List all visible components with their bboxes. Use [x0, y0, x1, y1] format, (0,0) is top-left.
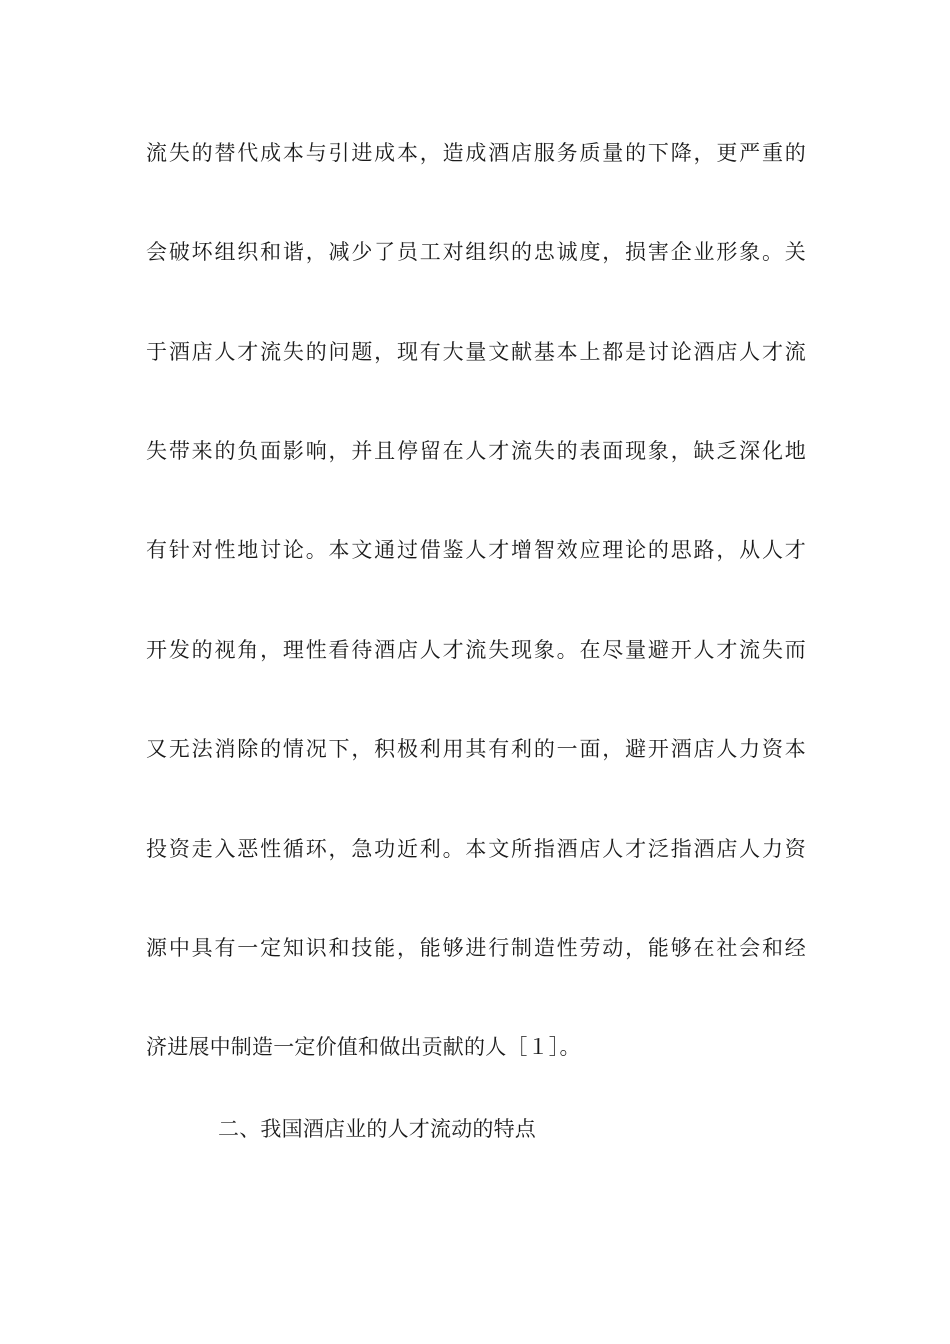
paragraph-line-2: 会破坏组织和谐，减少了员工对组织的忠诚度，损害企业形象。关	[146, 240, 806, 264]
paragraph-line-7: 又无法消除的情况下，积极利用其有利的一面，避开酒店人力资本	[146, 737, 806, 761]
paragraph-line-10: 济进展中制造一定价值和做出贡献的人［１］。	[146, 1035, 581, 1059]
paragraph-line-1: 流失的替代成本与引进成本，造成酒店服务质量的下降，更严重的	[146, 141, 806, 165]
paragraph-line-8: 投资走入恶性循环，急功近利。本文所指酒店人才泛指酒店人力资	[146, 837, 806, 861]
paragraph-line-5: 有针对性地讨论。本文通过借鉴人才增智效应理论的思路，从人才	[146, 538, 806, 562]
section-heading: 二、我国酒店业的人才流动的特点	[218, 1117, 536, 1141]
paragraph-line-3: 于酒店人才流失的问题，现有大量文献基本上都是讨论酒店人才流	[146, 340, 806, 364]
paragraph-line-6: 开发的视角，理性看待酒店人才流失现象。在尽量避开人才流失而	[146, 638, 806, 662]
paragraph-line-9: 源中具有一定知识和技能，能够进行制造性劳动，能够在社会和经	[146, 936, 806, 960]
paragraph-line-4: 失带来的负面影响，并且停留在人才流失的表面现象，缺乏深化地	[146, 439, 806, 463]
